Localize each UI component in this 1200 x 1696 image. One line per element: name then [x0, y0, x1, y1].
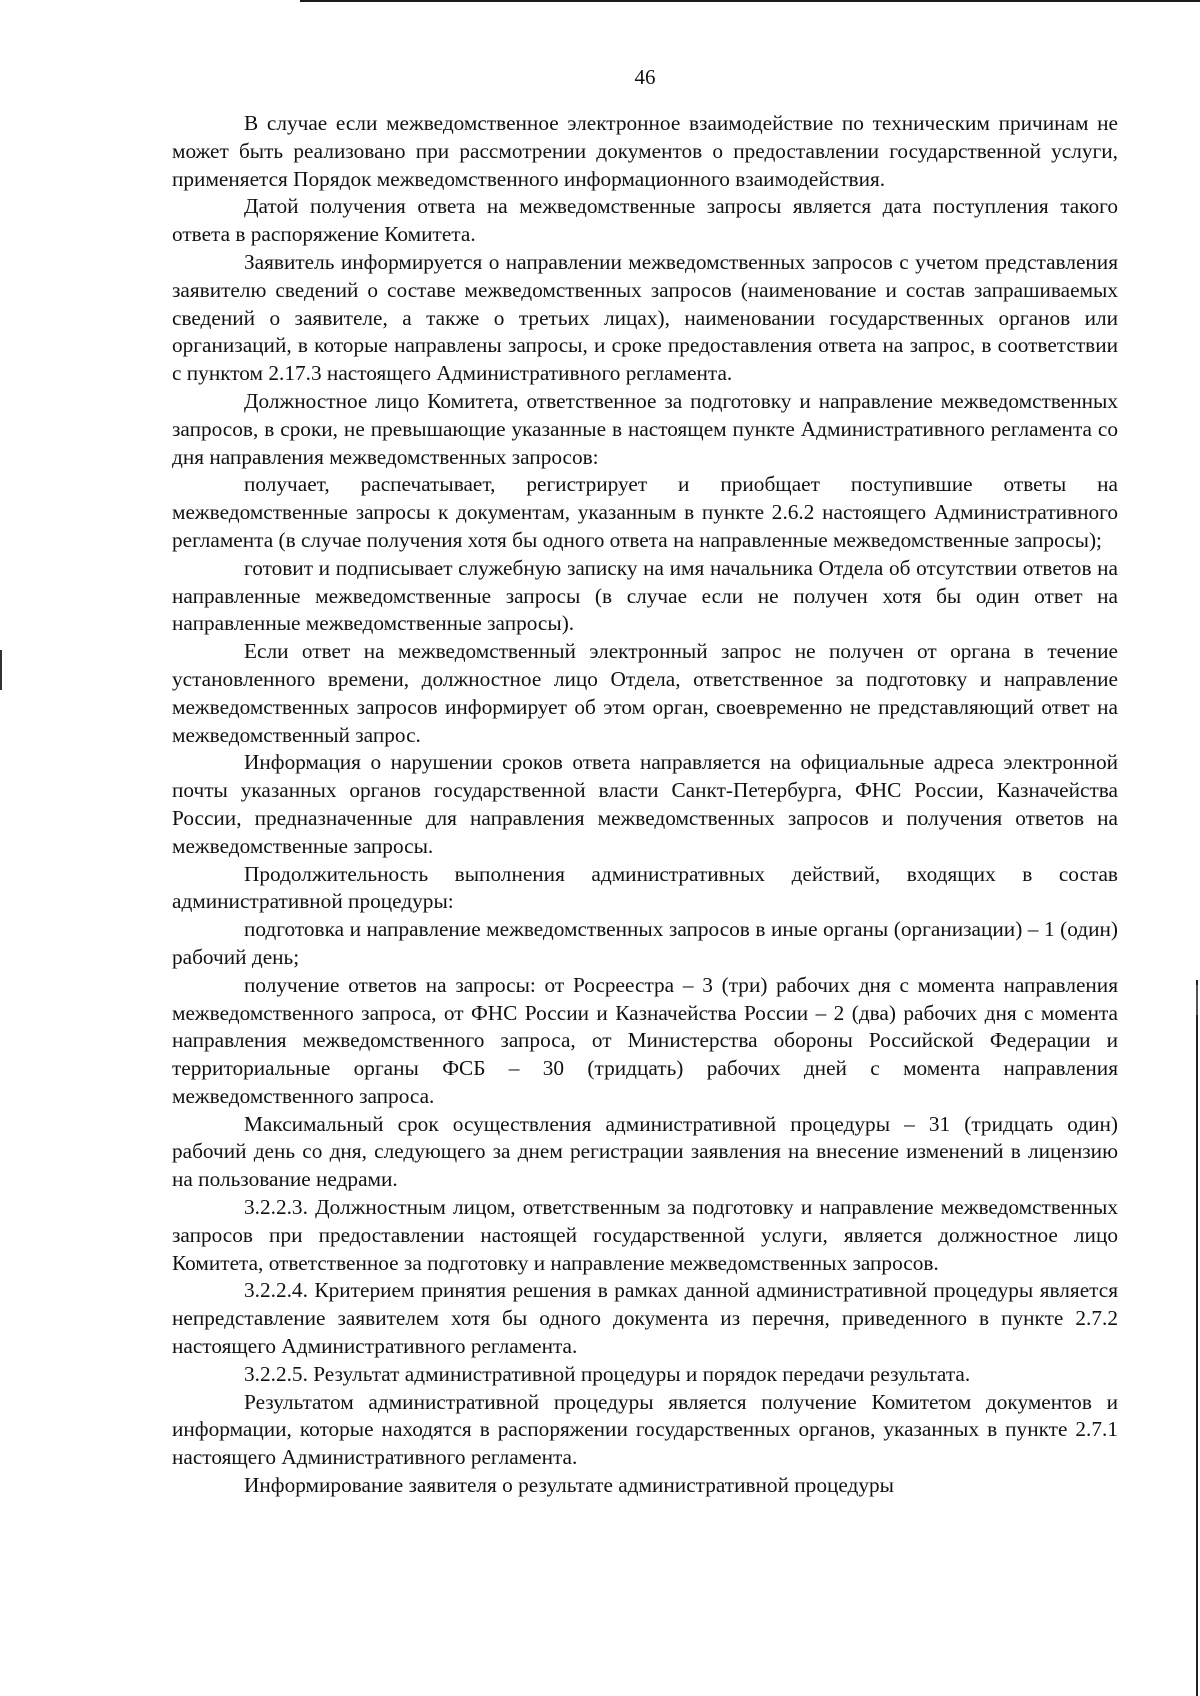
paragraph: В случае если межведомственное электронное взаимодействие по техническим причинам не может быть реализовано при рассмотрении документов о предоставлении государственной услуги, применяется Порядок межведомственного информационного взаимодействия.: [172, 111, 1118, 191]
paragraph: получает, распечатывает, регистрирует и приобщает поступившие ответы на межведомственные запросы к документам, указанным в пункте 2.6.2 настоящего Административного регламента (в случае получения хотя бы одного ответа на направленные межведомственные запросы);: [172, 472, 1118, 552]
paragraph: Максимальный срок осуществления административной процедуры – 31 (тридцать один) рабочий день со дня, следующего за днем регистрации заявления на внесение изменений в лицензию на пользование недрами.: [172, 1111, 1118, 1192]
paragraph: Должностное лицо Комитета, ответственное за подготовку и направление межведомственных запросов, в сроки, не превышающие указанные в настоящем пункте Административного регламента со дня направления межведомственных запросов:: [172, 388, 1118, 469]
paragraph: готовит и подписывает служебную записку на имя начальника Отдела об отсутствии ответов на направленные межведомственные запросы (в случае если не получен хотя бы один ответ на направленные межведомственные запросы).: [172, 555, 1118, 636]
scan-edge-right: [1196, 980, 1198, 1696]
paragraph: Продолжительность выполнения административных действий, входящих в состав административной процедуры:: [172, 861, 1118, 914]
paragraph: 3.2.2.4. Критерием принятия решения в рамках данной административной процедуры является непредставление заявителем хотя бы одного документа из перечня, приведенного в пункте 2.7.2 настоящего Административного регламента.: [172, 1278, 1118, 1359]
paragraph: Информирование заявителя о результате административной процедуры: [244, 1473, 894, 1498]
paragraph: 3.2.2.5. Результат административной процедуры и порядок передачи результата.: [244, 1361, 971, 1386]
paragraph: 3.2.2.3. Должностным лицом, ответственным за подготовку и направление межведомственных запросов при предоставлении настоящей государственной услуги, является должностное лицо Комитета, ответственное за подготовку и направление межведомственных запросов.: [172, 1195, 1118, 1275]
paragraph: Датой получения ответа на межведомственные запросы является дата поступления такого ответа в распоряжение Комитета.: [172, 194, 1118, 247]
paragraph: получение ответов на запросы: от Росреестра – 3 (три) рабочих дня с момента направления межведомственного запроса, от ФНС России и Казначейства России – 2 (два) рабочих дня с момента направления межведомственного запроса, от Министерства обороны Российской Федерации и территориальные органы ФСБ – 30 (тридцать) рабочих дней с момента направления межведомственного запроса.: [172, 972, 1118, 1108]
scan-edge-top: [300, 0, 1200, 2]
scan-mark-left: [0, 650, 2, 690]
paragraph: Заявитель информируется о направлении межведомственных запросов с учетом представления заявителю сведений о составе межведомственных запросов (наименование и состав запрашиваемых сведений о заявителе, а также о третьих лицах), наименовании государственных органов или организаций, в которые направлены запросы, и сроке предоставления ответа на запрос, в соответствии с пунктом 2.17.3 настоящего Административного регламента.: [172, 249, 1118, 386]
scan-mark-right: [1196, 985, 1198, 1015]
paragraph: подготовка и направление межведомственных запросов в иные органы (организации) – 1 (один) рабочий день;: [172, 917, 1118, 969]
document-page: [172, 62, 1118, 1500]
page-number: 46: [634, 65, 656, 89]
paragraph: Результатом административной процедуры является получение Комитетом документов и информации, которые находятся в распоряжении государственных органов, указанных в пункте 2.7.1 настоящего Административного регламента.: [172, 1389, 1118, 1470]
paragraph: Если ответ на межведомственный электронный запрос не получен от органа в течение установленного времени, должностное лицо Отдела, ответственное за подготовку и направление межведомственных запросов информирует об этом орган, своевременно не представляющий ответ на межведомственный запрос.: [172, 639, 1118, 747]
paragraph: Информация о нарушении сроков ответа направляется на официальные адреса электронной почты указанных органов государственной власти Санкт-Петербурга, ФНС России, Казначейства России, предназначенные для направления межведомственных запросов и получения ответов на межведомственные запросы.: [172, 750, 1118, 858]
